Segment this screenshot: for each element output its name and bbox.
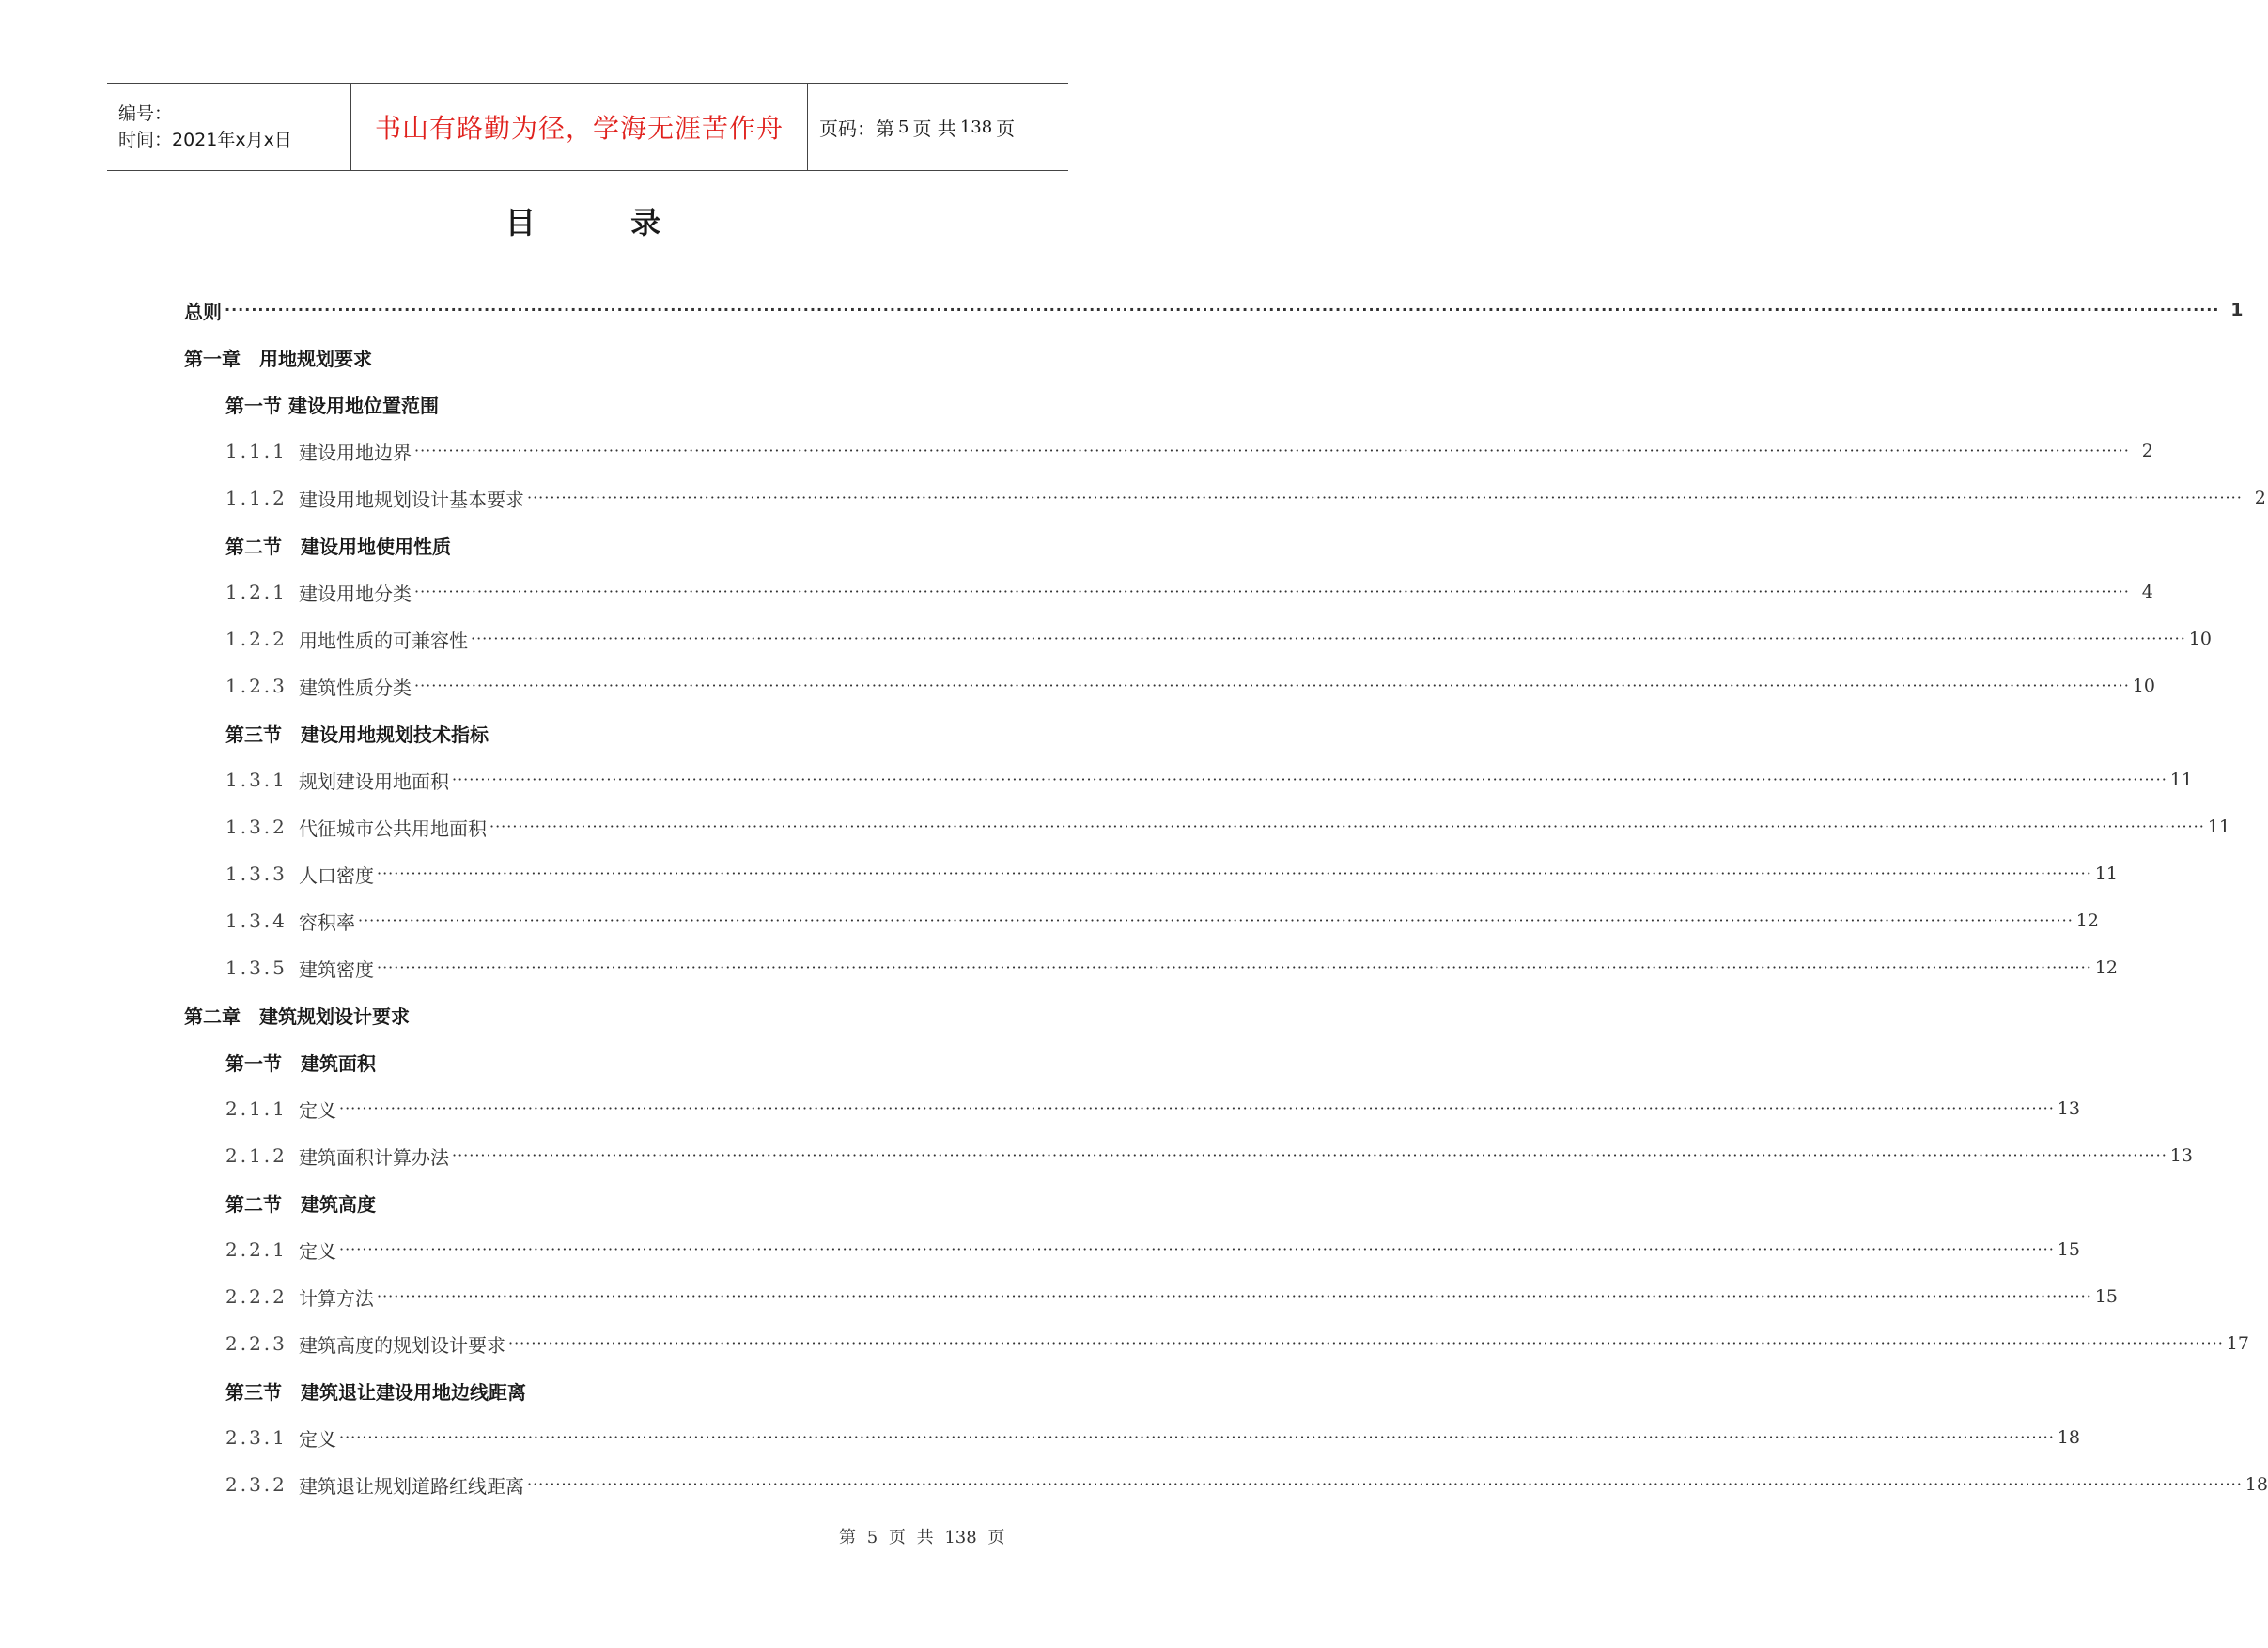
toc-entry-number: 1.2.2 [225,628,287,650]
toc-entry[interactable] [184,905,2099,937]
toc-leader-dots: ············································································································································································································································································································ [508,1334,2224,1352]
toc-leader-dots: ············································································································································································································································································································ [452,770,2167,788]
toc-leader-dots: ············································································································································································································································································································ [339,1099,2055,1117]
toc-entry[interactable] [184,1469,2268,1500]
toc-entry-page: 2 [2141,441,2153,461]
toc-entry-title: 代征城市公共用地面积 [299,816,487,840]
toc-entry-page: 11 [2207,816,2230,837]
toc-title: 目 录 [505,205,661,241]
toc-entry[interactable] [184,952,2118,984]
toc-entry-title: 定义 [299,1098,336,1122]
toc-entry-page: 12 [2075,910,2099,931]
toc-entry-page: 17 [2226,1333,2249,1354]
toc-entry[interactable] [184,999,973,1031]
toc-leader-dots: ············································································································································································································································································································ [414,676,2130,694]
toc-entry-page: 12 [2094,957,2118,978]
toc-entry[interactable] [184,1422,2080,1454]
toc-leader-dots: ············································································································································································································································································································ [377,1287,2092,1305]
toc-entry-number: 2.1.2 [225,1144,287,1167]
toc-entry-title: 人口密度 [299,863,374,887]
header-meta [107,84,351,170]
toc-entry-title: 建筑密度 [299,957,374,981]
toc-entry-title: 建设用地分类 [299,582,412,605]
toc-leader-dots: ············································································································································································································································································································ [225,301,2220,319]
page-prefix: 页码：第 [819,117,894,140]
toc-entry[interactable] [184,670,2155,702]
toc-entry-number: 1.3.3 [225,863,287,885]
toc-entry[interactable] [184,717,973,749]
toc-entry-page: 15 [2094,1286,2118,1307]
toc-entry-page: 1 [2230,300,2244,320]
toc-leader-dots: ············································································································································································································································································································ [339,1240,2055,1258]
toc-leader-dots: ············································································································································································································································································································ [452,1146,2167,1164]
toc-entry[interactable] [184,1046,973,1078]
toc-entry-number: 1.3.1 [225,769,287,791]
toc-entry-number: 2.2.3 [225,1332,287,1355]
toc-entry-number: 1.2.3 [225,675,287,697]
toc-entry[interactable] [184,341,973,373]
page-mid: 页 共 [912,117,956,140]
toc-entry-page: 10 [2188,629,2212,649]
toc-entry[interactable] [184,1375,973,1407]
toc-entry-page: 4 [2141,582,2153,602]
toc-entry-title: 第二节 建筑高度 [225,1192,376,1216]
toc-entry-page: 15 [2057,1239,2080,1260]
toc-entry-number: 2.3.2 [225,1473,287,1496]
toc-entry[interactable] [184,576,2153,608]
toc-entry-page: 18 [2245,1474,2268,1495]
toc-entry-title: 第一章 用地规划要求 [184,347,372,370]
toc-entry-title: 建筑面积计算办法 [299,1145,449,1169]
toc-entry-number: 2.3.1 [225,1426,287,1449]
toc-entry[interactable] [184,623,2212,655]
toc-entry-title: 第一节 建筑面积 [225,1051,376,1075]
toc-leader-dots: ············································································································································································································································································································ [527,1475,2243,1493]
toc-entry-title: 容积率 [299,910,355,934]
toc-entry-title: 建筑退让规划道路红线距离 [299,1474,524,1498]
toc-leader-dots: ············································································································································································································································································································ [471,630,2186,647]
toc-entry[interactable] [184,1281,2118,1313]
toc-leader-dots: ············································································································································································································································································································ [527,489,2243,506]
toc-entry-title: 定义 [299,1427,336,1451]
toc-entry[interactable] [184,529,973,561]
document-time-label: 时间：2021年x月x日 [118,130,292,150]
toc-entry[interactable] [184,811,2230,843]
page-header [107,83,1068,171]
toc-entry[interactable] [184,388,973,420]
toc-entry[interactable] [184,1187,973,1219]
toc-leader-dots: ············································································································································································································································································································ [358,911,2074,929]
toc-entry[interactable] [184,1093,2080,1125]
toc-entry-title: 第一节 建设用地位置范围 [225,394,439,417]
document-code-label: 编号： [118,103,173,124]
toc-entry-title: 定义 [299,1239,336,1263]
toc-entry[interactable] [184,1140,2193,1172]
toc-entry[interactable] [184,435,2153,467]
header-page-info [808,84,1068,170]
toc-entry[interactable] [184,1234,2080,1266]
toc-leader-dots: ············································································································································································································································································································ [377,958,2092,976]
toc-entry-page: 11 [2094,863,2118,884]
toc-leader-dots: ············································································································································································································································································································ [339,1428,2055,1446]
toc-entry-page: 10 [2132,676,2155,696]
toc-entry-number: 1.2.1 [225,581,287,603]
toc-entry-title: 规划建设用地面积 [299,770,449,793]
toc-entry-number: 1.3.2 [225,816,287,838]
toc-entry-title: 用地性质的可兼容性 [299,629,468,652]
toc-entry-title: 建设用地规划设计基本要求 [299,488,524,511]
toc-entry-number: 1.1.1 [225,440,287,462]
toc-entry-title: 总则 [184,300,222,323]
toc-entry-title: 建筑高度的规划设计要求 [299,1333,505,1357]
toc-leader-dots: ············································································································································································································································································································ [414,583,2130,600]
toc-entry-title: 第二节 建设用地使用性质 [225,535,451,558]
toc-entry-number: 2.2.1 [225,1238,287,1261]
page-suffix: 页 [996,117,1016,140]
page-number: 5 [898,117,909,137]
toc-entry-page: 13 [2169,1145,2193,1166]
toc-entry[interactable] [184,482,2266,514]
toc-entry[interactable] [184,858,2118,890]
header-motto-cell [351,84,808,170]
toc-entry-page: 18 [2057,1427,2080,1448]
toc-entry[interactable] [184,294,2244,326]
toc-entry-title: 建筑性质分类 [299,676,412,699]
toc-entry[interactable] [184,764,2193,796]
page-footer: 第 5 页 共 138 页 [839,1528,1005,1547]
toc-entry-title: 计算方法 [299,1286,374,1310]
toc-entry-title: 第三节 建设用地规划技术指标 [225,723,489,746]
toc-entry-number: 2.1.1 [225,1097,287,1120]
toc-entry-title: 第二章 建筑规划设计要求 [184,1004,410,1028]
toc-entry-title: 第三节 建筑退让建设用地边线距离 [225,1380,526,1404]
toc-entry-number: 1.3.4 [225,910,287,932]
toc-entry-page: 13 [2057,1098,2080,1119]
toc-leader-dots: ············································································································································································································································································································ [377,864,2092,882]
toc-entry-page: 2 [2254,488,2266,508]
page-total: 138 [959,117,993,137]
toc-entry-page: 11 [2169,770,2193,790]
toc-leader-dots: ············································································································································································································································································································ [414,442,2130,459]
toc-entry-number: 1.1.2 [225,487,287,509]
header-motto: 书山有路勤为径，学海无涯苦作舟 [374,113,784,144]
toc-entry[interactable] [184,1328,2249,1360]
toc-leader-dots: ············································································································································································································································································································ [489,817,2205,835]
toc-entry-title: 建设用地边界 [299,441,412,464]
toc-entry-number: 2.2.2 [225,1285,287,1308]
toc-entry-number: 1.3.5 [225,956,287,979]
